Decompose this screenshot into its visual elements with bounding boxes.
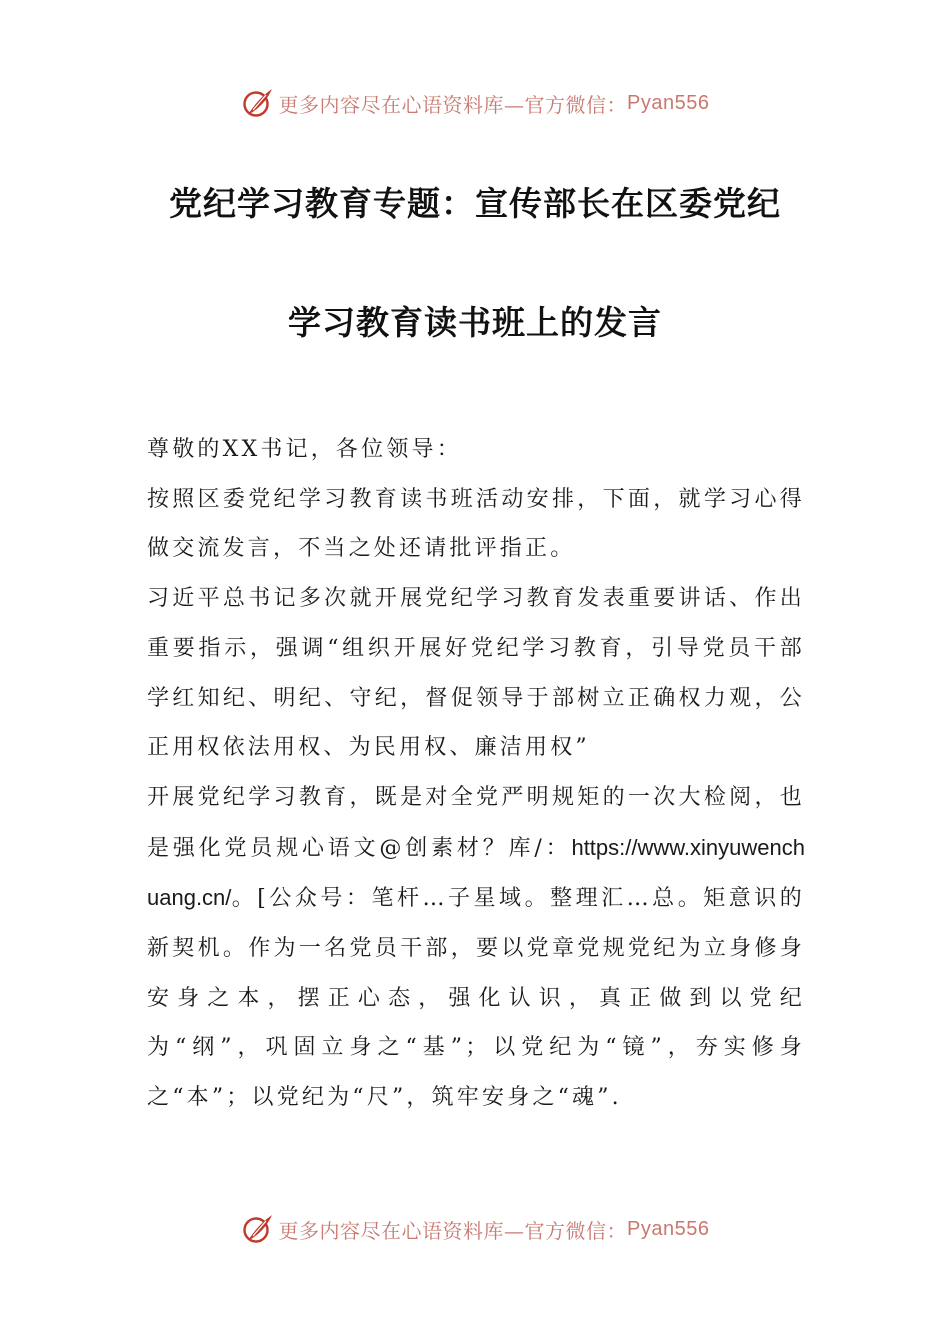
document-body — [147, 425, 805, 1123]
header-banner-text: 更多内容尽在心语资料库—官方微信： — [278, 92, 628, 117]
header-banner — [0, 83, 950, 123]
footer-wechat-id: Pyan556 — [627, 1217, 710, 1240]
paragraph-3-part-2: 。[公众号：笔杆…子星域。整理汇…总。矩意识的新契机。作为一名党员干部，要以党章党规党纪为立身修身安身之本，摆正心态，强化认识，真正做到以党纪为“纲”，巩固立身之“基”；以党纪为“镜”，夯实修身之“本”；以党纪为“尺”，筑牢安身之“魂”. — [147, 886, 805, 1111]
paragraph-1: 按照区委党纪学习教育读书班活动安排，下面，就学习心得做交流发言，不当之处还请批评指正。 — [147, 486, 805, 562]
footer-banner — [0, 1209, 950, 1249]
document-title-line-2: 学习教育读书班上的发言 — [288, 303, 662, 342]
header-wechat-id: Pyan556 — [627, 91, 710, 114]
document-title-line-1: 党纪学习教育专题：宣传部长在区委党纪 — [169, 184, 781, 223]
paragraph-3 — [147, 773, 805, 1123]
footer-banner-text: 更多内容尽在心语资料库—官方微信： — [278, 1218, 628, 1243]
salutation: 尊敬的XX书记，各位领导： — [147, 437, 462, 462]
website-url: https://www.xinyuwenchuang.cn/ — [147, 834, 805, 911]
paragraph-2: 习近平总书记多次就开展党纪学习教育发表重要讲话、作出重要指示，强调“组织开展好党纪学习教育，引导党员干部学红知纪、明纪、守纪，督促领导于部树立正确权力观，公正用权依法用权、为民用权、廉洁用权” — [147, 586, 805, 761]
quill-logo-icon — [241, 86, 275, 120]
quill-logo-icon — [241, 1212, 275, 1246]
paragraph-3-part-1: 开展党纪学习教育，既是对全党严明规矩的一次大检阅，也是强化党员规心语文@创素材？库/： — [147, 784, 805, 861]
